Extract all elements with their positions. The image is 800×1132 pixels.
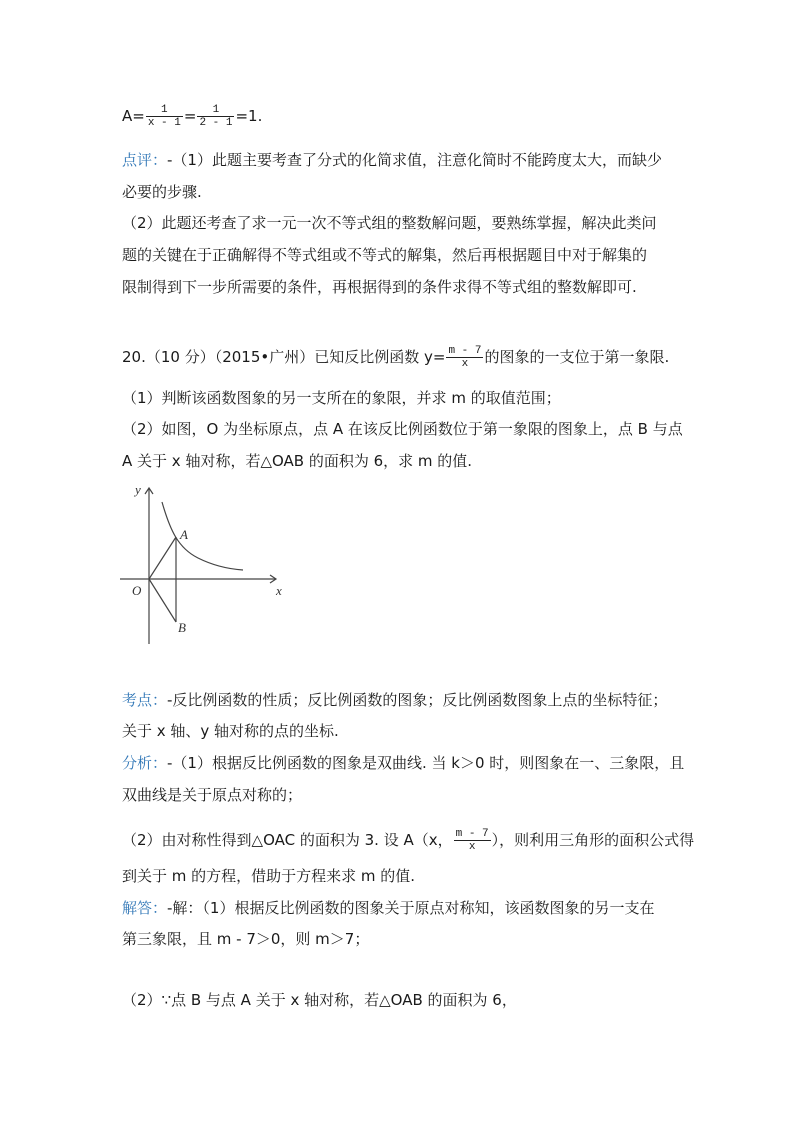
question-20-stem: 20.（10 分）（2015•广州）已知反比例函数 y= $\frac{m - 7}{x}$ 的图象的一支位于第一象限. — [122, 345, 670, 370]
fraction-2: $\frac{1}{2 - 1}$ — [199, 104, 233, 129]
x-axis-label: x — [276, 583, 282, 598]
review-line-1: 点评：-（1）此题主要考查了分式的化简求值，注意化简时不能跨度太大，而缺少 — [122, 151, 662, 169]
review-line-4: 题的关键在于正确解得不等式组或不等式的解集，然后再根据题目中对于解集的 — [122, 246, 648, 264]
hyperbola-curve — [162, 502, 243, 570]
fenxi-label: 分析： — [122, 754, 168, 772]
a-prefix: A= — [122, 107, 145, 125]
result-line: A= $\frac{1}{x - 1}$ = $\frac{1}{2 - 1}$ =1. — [122, 104, 263, 129]
question-part-1: （1）判断该函数图象的另一支所在的象限，并求 m 的取值范围； — [122, 389, 561, 407]
point-a-label: A — [180, 527, 188, 542]
jieda-line-2: 第三象限，且 m - 7＞0，则 m＞7； — [122, 930, 370, 948]
review-label: 点评： — [122, 151, 168, 169]
kaodian-line-1: 考点：-反比例函数的性质；反比例函数的图象；反比例函数图象上点的坐标特征； — [122, 691, 668, 709]
review-line-2: 必要的步骤. — [122, 183, 202, 201]
segment-ob — [149, 579, 176, 622]
fraction-1: $\frac{1}{x - 1}$ — [147, 104, 181, 129]
fenxi-line-1: 分析：-（1）根据反比例函数的图象是双曲线. 当 k＞0 时，则图象在一、三象限，且 — [122, 754, 685, 772]
segment-oa — [149, 537, 176, 579]
jieda-line-3: （2）∵点 B 与点 A 关于 x 轴对称，若△OAB 的面积为 6， — [122, 991, 517, 1009]
fenxi-line-3: （2）由对称性得到△OAC 的面积为 3. 设 A（x， $\frac{m - 7}{x}$ ），则利用三角形的面积公式得 — [122, 828, 695, 853]
question-part-2b: A 关于 x 轴对称，若△OAB 的面积为 6，求 m 的值. — [122, 452, 473, 470]
fenxi-fraction: $\frac{m - 7}{x}$ — [455, 828, 489, 853]
review-line-3: （2）此题还考查了求一元一次不等式组的整数解问题，要熟练掌握，解决此类问 — [122, 214, 657, 232]
question-part-2a: （2）如图，O 为坐标原点，点 A 在该反比例函数位于第一象限的图象上，点 B 与点 — [122, 420, 683, 438]
kaodian-line-2: 关于 x 轴、y 轴对称的点的坐标. — [122, 722, 339, 740]
origin-label: O — [132, 583, 142, 598]
review-line-5: 限制得到下一步所需要的条件，再根据得到的条件求得不等式组的整数解即可. — [122, 278, 637, 296]
point-b-label: B — [178, 620, 186, 635]
jieda-line-1: 解答：-解：（1）根据反比例函数的图象关于原点对称知，该函数图象的另一支在 — [122, 899, 655, 917]
hyperbola-figure — [118, 480, 293, 645]
kaodian-label: 考点： — [122, 691, 168, 709]
fenxi-line-2: 双曲线是关于原点对称的； — [122, 786, 303, 804]
question-fraction: $\frac{m - 7}{x}$ — [448, 345, 482, 370]
jieda-label: 解答： — [122, 899, 168, 917]
fenxi-line-4: 到关于 m 的方程，借助于方程来求 m 的值. — [122, 867, 416, 885]
y-axis-label: y — [135, 482, 141, 497]
